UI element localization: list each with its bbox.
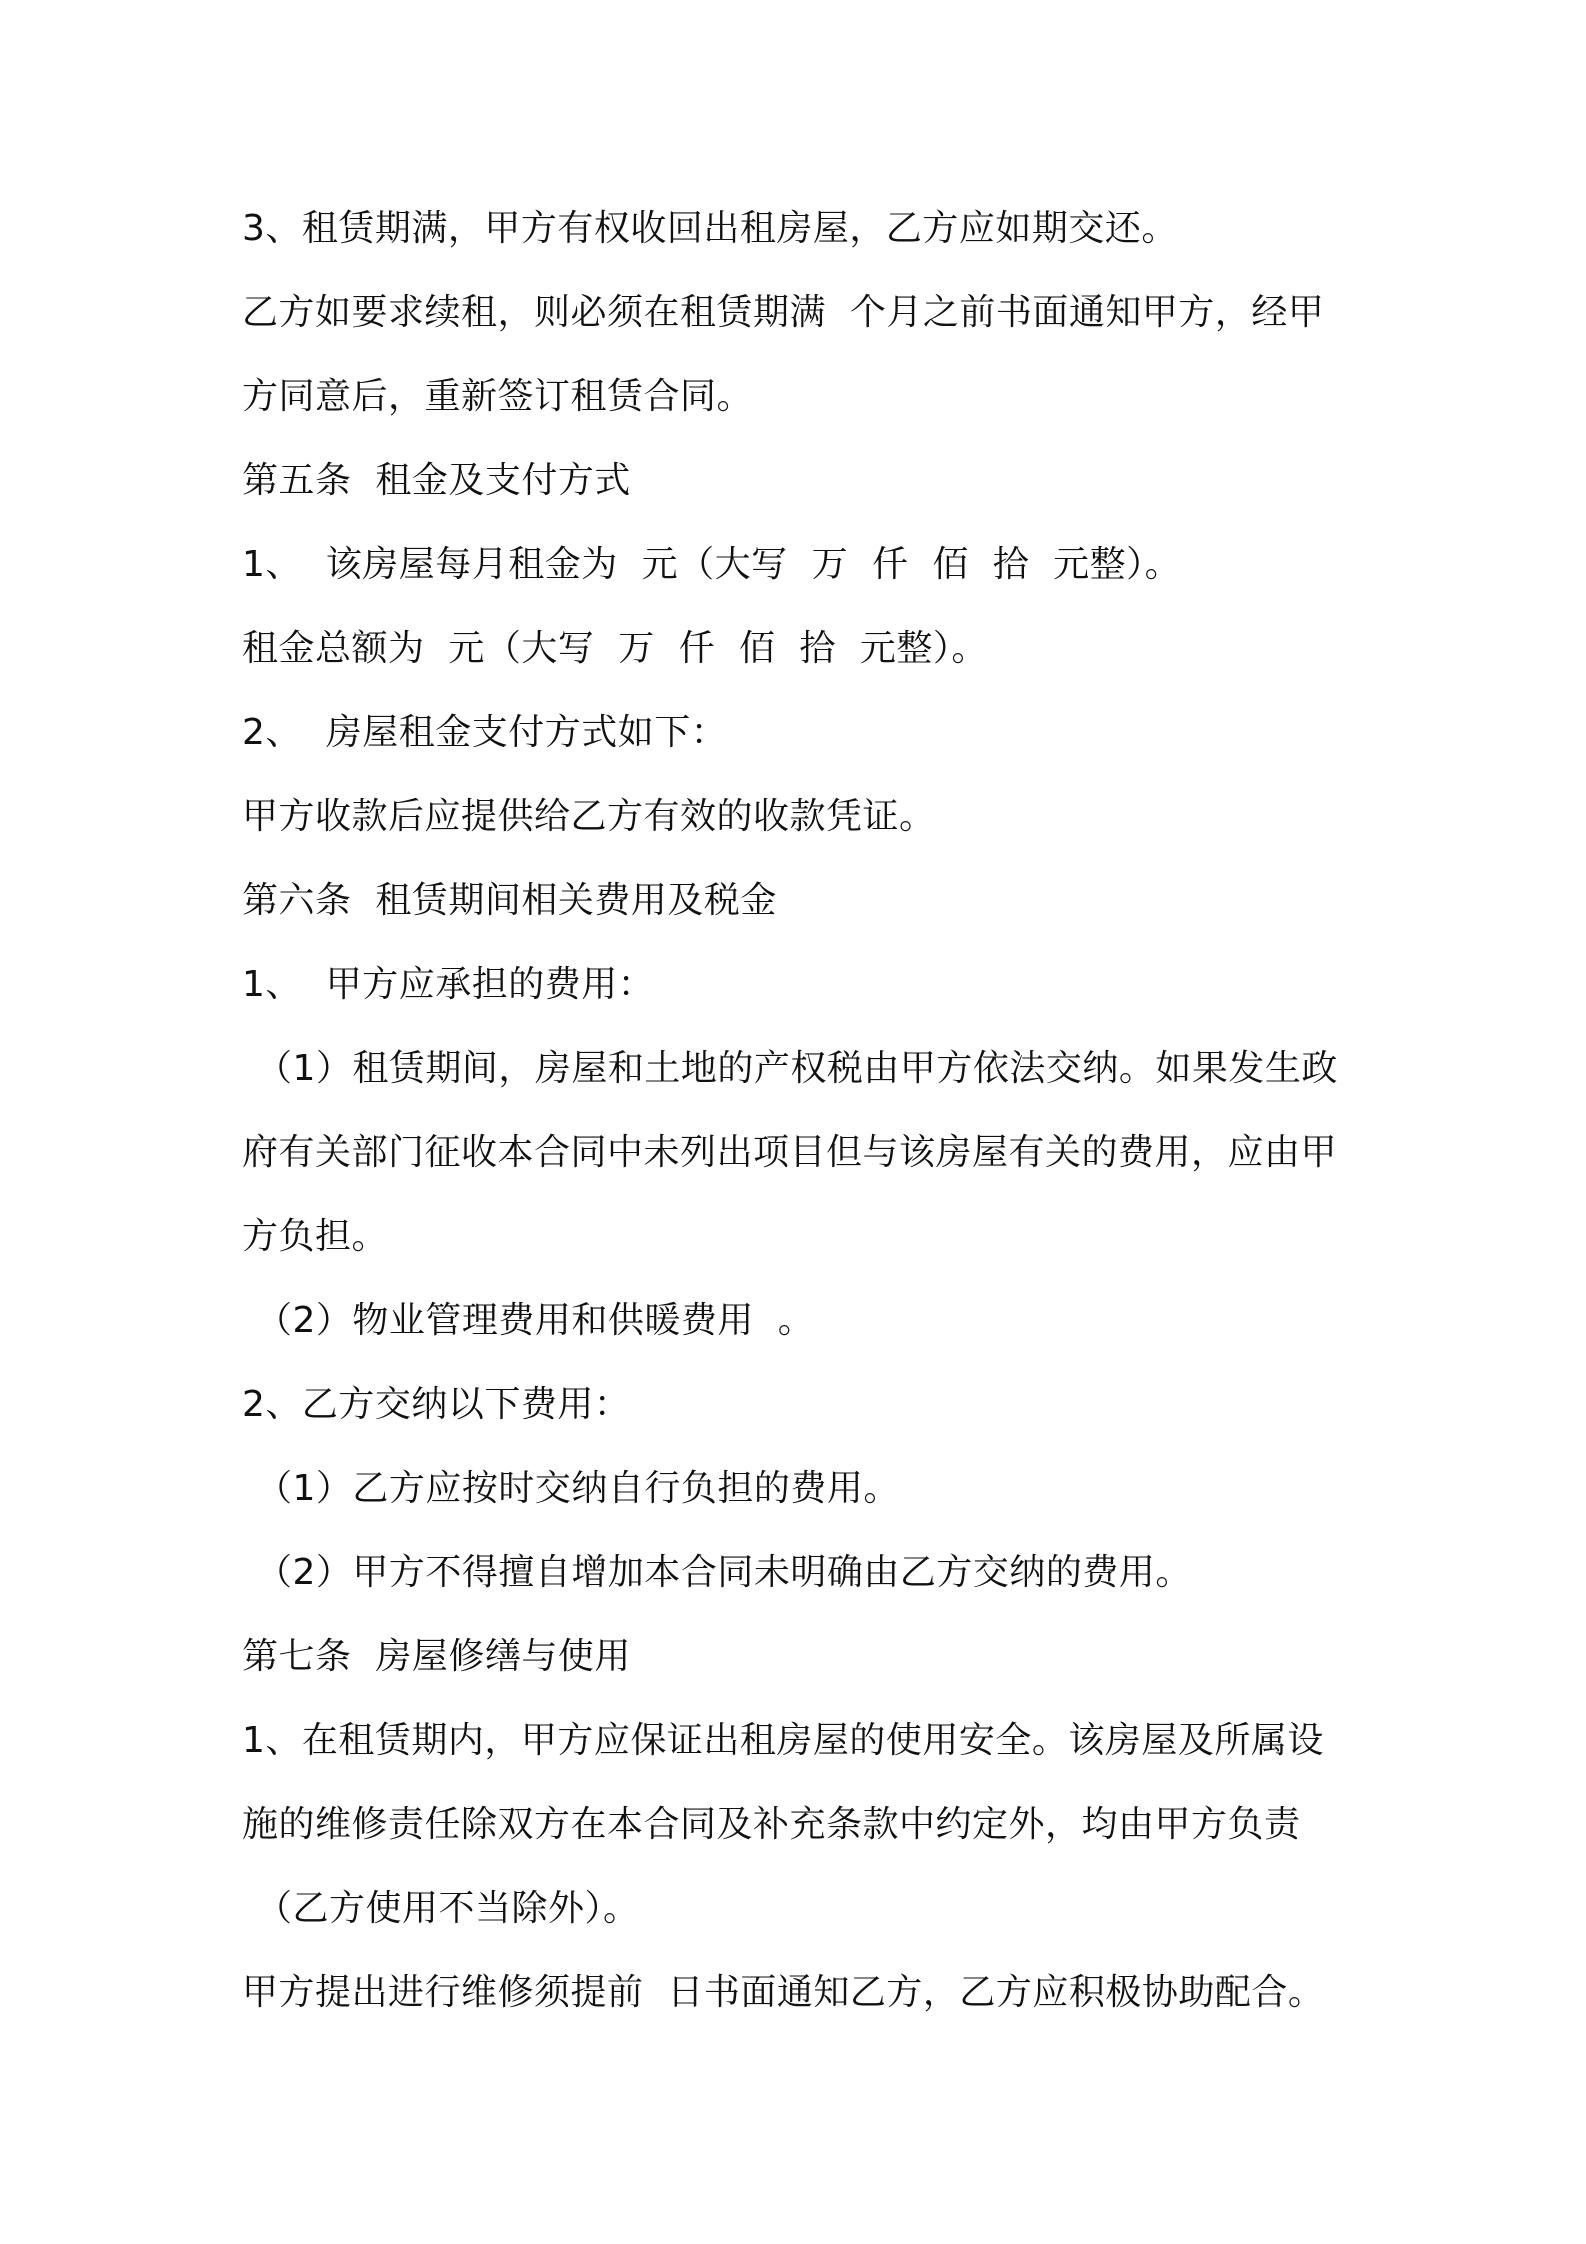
text-line: 方同意后，重新签订租赁合同。 <box>242 376 754 417</box>
text-line: 施的维修责任除双方在本合同及补充条款中约定外，均由甲方负责 <box>242 1804 1301 1845</box>
text-line: 方负担。 <box>242 1216 389 1257</box>
text-line: 1、 该房屋每月租金为 元（大写 万 仟 佰 拾 元整）。 <box>242 544 1182 585</box>
text-line: 租金总额为 元（大写 万 仟 佰 拾 元整）。 <box>242 628 988 669</box>
text-line: 甲方提出进行维修须提前 日书面通知乙方，乙方应积极协助配合。 <box>242 1972 1325 2013</box>
text-line: （1）租赁期间，房屋和土地的产权税由甲方依法交纳。如果发生政 <box>256 1048 1338 1089</box>
text-line: （2）物业管理费用和供暖费用 。 <box>256 1300 815 1341</box>
text-line: 1、在租赁期内，甲方应保证出租房屋的使用安全。该房屋及所属设 <box>242 1720 1324 1761</box>
text-line: （2）甲方不得擅自增加本合同未明确由乙方交纳的费用。 <box>256 1552 1192 1593</box>
text-line: 府有关部门征收本合同中未列出项目但与该房屋有关的费用，应由甲 <box>242 1132 1338 1173</box>
text-line: （1）乙方应按时交纳自行负担的费用。 <box>256 1468 900 1509</box>
text-line: 乙方如要求续租，则必须在租赁期满 个月之前书面通知甲方，经甲 <box>242 292 1325 333</box>
section-heading: 第七条 房屋修缮与使用 <box>242 1636 631 1677</box>
text-line: 2、 房屋租金支付方式如下： <box>242 712 728 753</box>
text-line: 甲方收款后应提供给乙方有效的收款凭证。 <box>242 796 936 837</box>
text-line: 2、乙方交纳以下费用： <box>242 1384 631 1425</box>
section-heading: 第六条 租赁期间相关费用及税金 <box>242 880 777 921</box>
text-line: 3、租赁期满，甲方有权收回出租房屋，乙方应如期交还。 <box>242 208 1178 249</box>
section-heading: 第五条 租金及支付方式 <box>242 460 631 501</box>
text-line: （乙方使用不当除外）。 <box>256 1888 640 1929</box>
text-line: 1、 甲方应承担的费用： <box>242 964 655 1005</box>
